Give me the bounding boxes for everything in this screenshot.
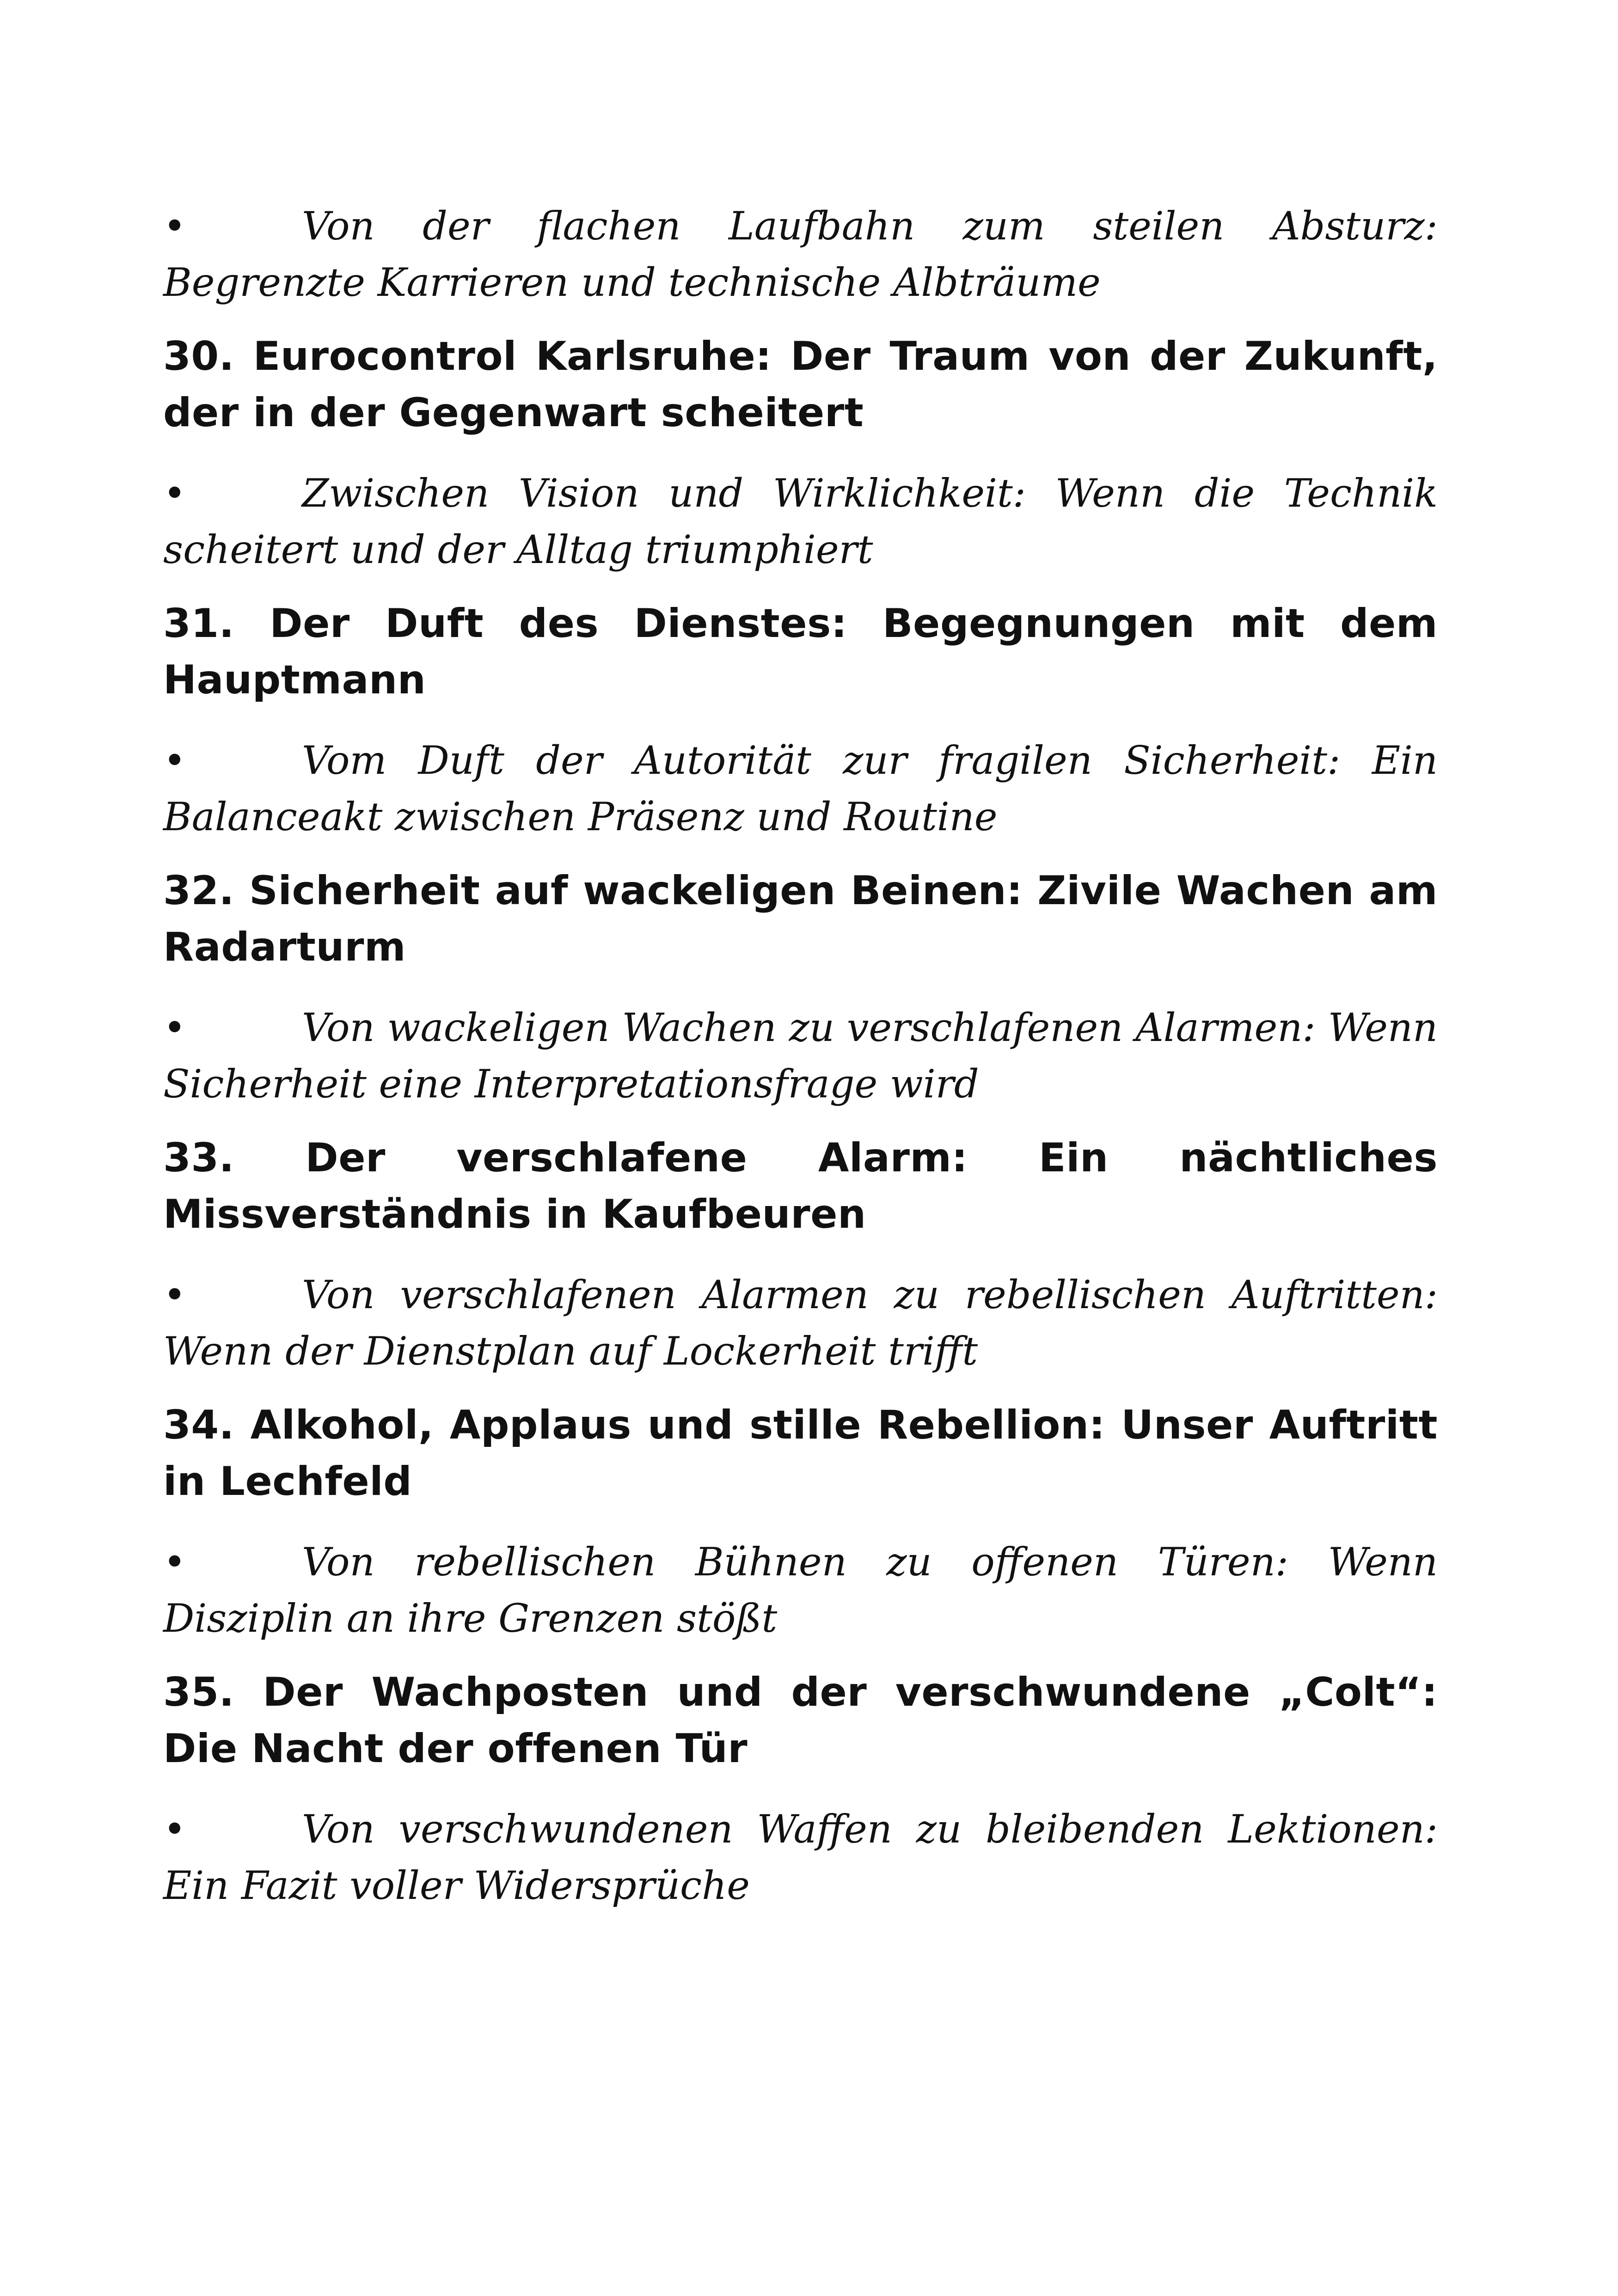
subtitle-bullet-item (163, 465, 1438, 578)
bullet-icon: • (163, 1272, 186, 1317)
subtitle-bullet-item (163, 1534, 1438, 1647)
document-page (163, 198, 1438, 1931)
bullet-icon: • (163, 1539, 186, 1585)
chapter-heading: 35. Der Wachposten und der verschwundene „Colt“: Die Nacht der offenen Tür (163, 1669, 1438, 1772)
subtitle-text: Zwischen Vision und Wirklichkeit: Wenn die Technik scheitert und der Alltag triumphiert (163, 471, 1438, 572)
subtitle-bullet-item (163, 999, 1438, 1112)
subtitle-text: Von verschlafenen Alarmen zu rebellischen Auftritten: Wenn der Dienstplan auf Lockerheit trifft (163, 1272, 1438, 1374)
bullet-icon: • (163, 471, 186, 516)
subtitle-text: Von wackeligen Wachen zu verschlafenen Alarmen: Wenn Sicherheit eine Interpretationsfrage wird (163, 1005, 1438, 1107)
bullet-icon: • (163, 1005, 186, 1050)
bullet-icon: • (163, 1806, 186, 1852)
subtitle-text: Vom Duft der Autorität zur fragilen Sicherheit: Ein Balanceakt zwischen Präsenz und Routine (163, 738, 1438, 839)
subtitle-text: Von rebellischen Bühnen zu offenen Türen: Wenn Disziplin an ihre Grenzen stößt (163, 1539, 1438, 1641)
subtitle-bullet-item (163, 198, 1438, 311)
chapter-heading: 33. Der verschlafene Alarm: Ein nächtliches Missverständnis in Kaufbeuren (163, 1135, 1438, 1237)
subtitle-text: Von der flachen Laufbahn zum steilen Absturz: Begrenzte Karrieren und technische Albträume (163, 203, 1438, 305)
bullet-icon: • (163, 203, 186, 249)
subtitle-bullet-item (163, 1801, 1438, 1914)
subtitle-bullet-item (163, 1267, 1438, 1379)
subtitle-text: Von verschwundenen Waffen zu bleibenden Lektionen: Ein Fazit voller Widersprüche (163, 1806, 1438, 1908)
bullet-icon: • (163, 738, 186, 783)
chapter-heading: 34. Alkohol, Applaus und stille Rebellion: Unser Auftritt in Lechfeld (163, 1402, 1438, 1505)
chapter-heading: 32. Sicherheit auf wackeligen Beinen: Zivile Wachen am Radarturm (163, 868, 1438, 970)
chapter-heading: 31. Der Duft des Dienstes: Begegnungen mit dem Hauptmann (163, 600, 1438, 703)
chapter-heading: 30. Eurocontrol Karlsruhe: Der Traum von der Zukunft, der in der Gegenwart scheitert (163, 333, 1438, 436)
subtitle-bullet-item (163, 732, 1438, 845)
